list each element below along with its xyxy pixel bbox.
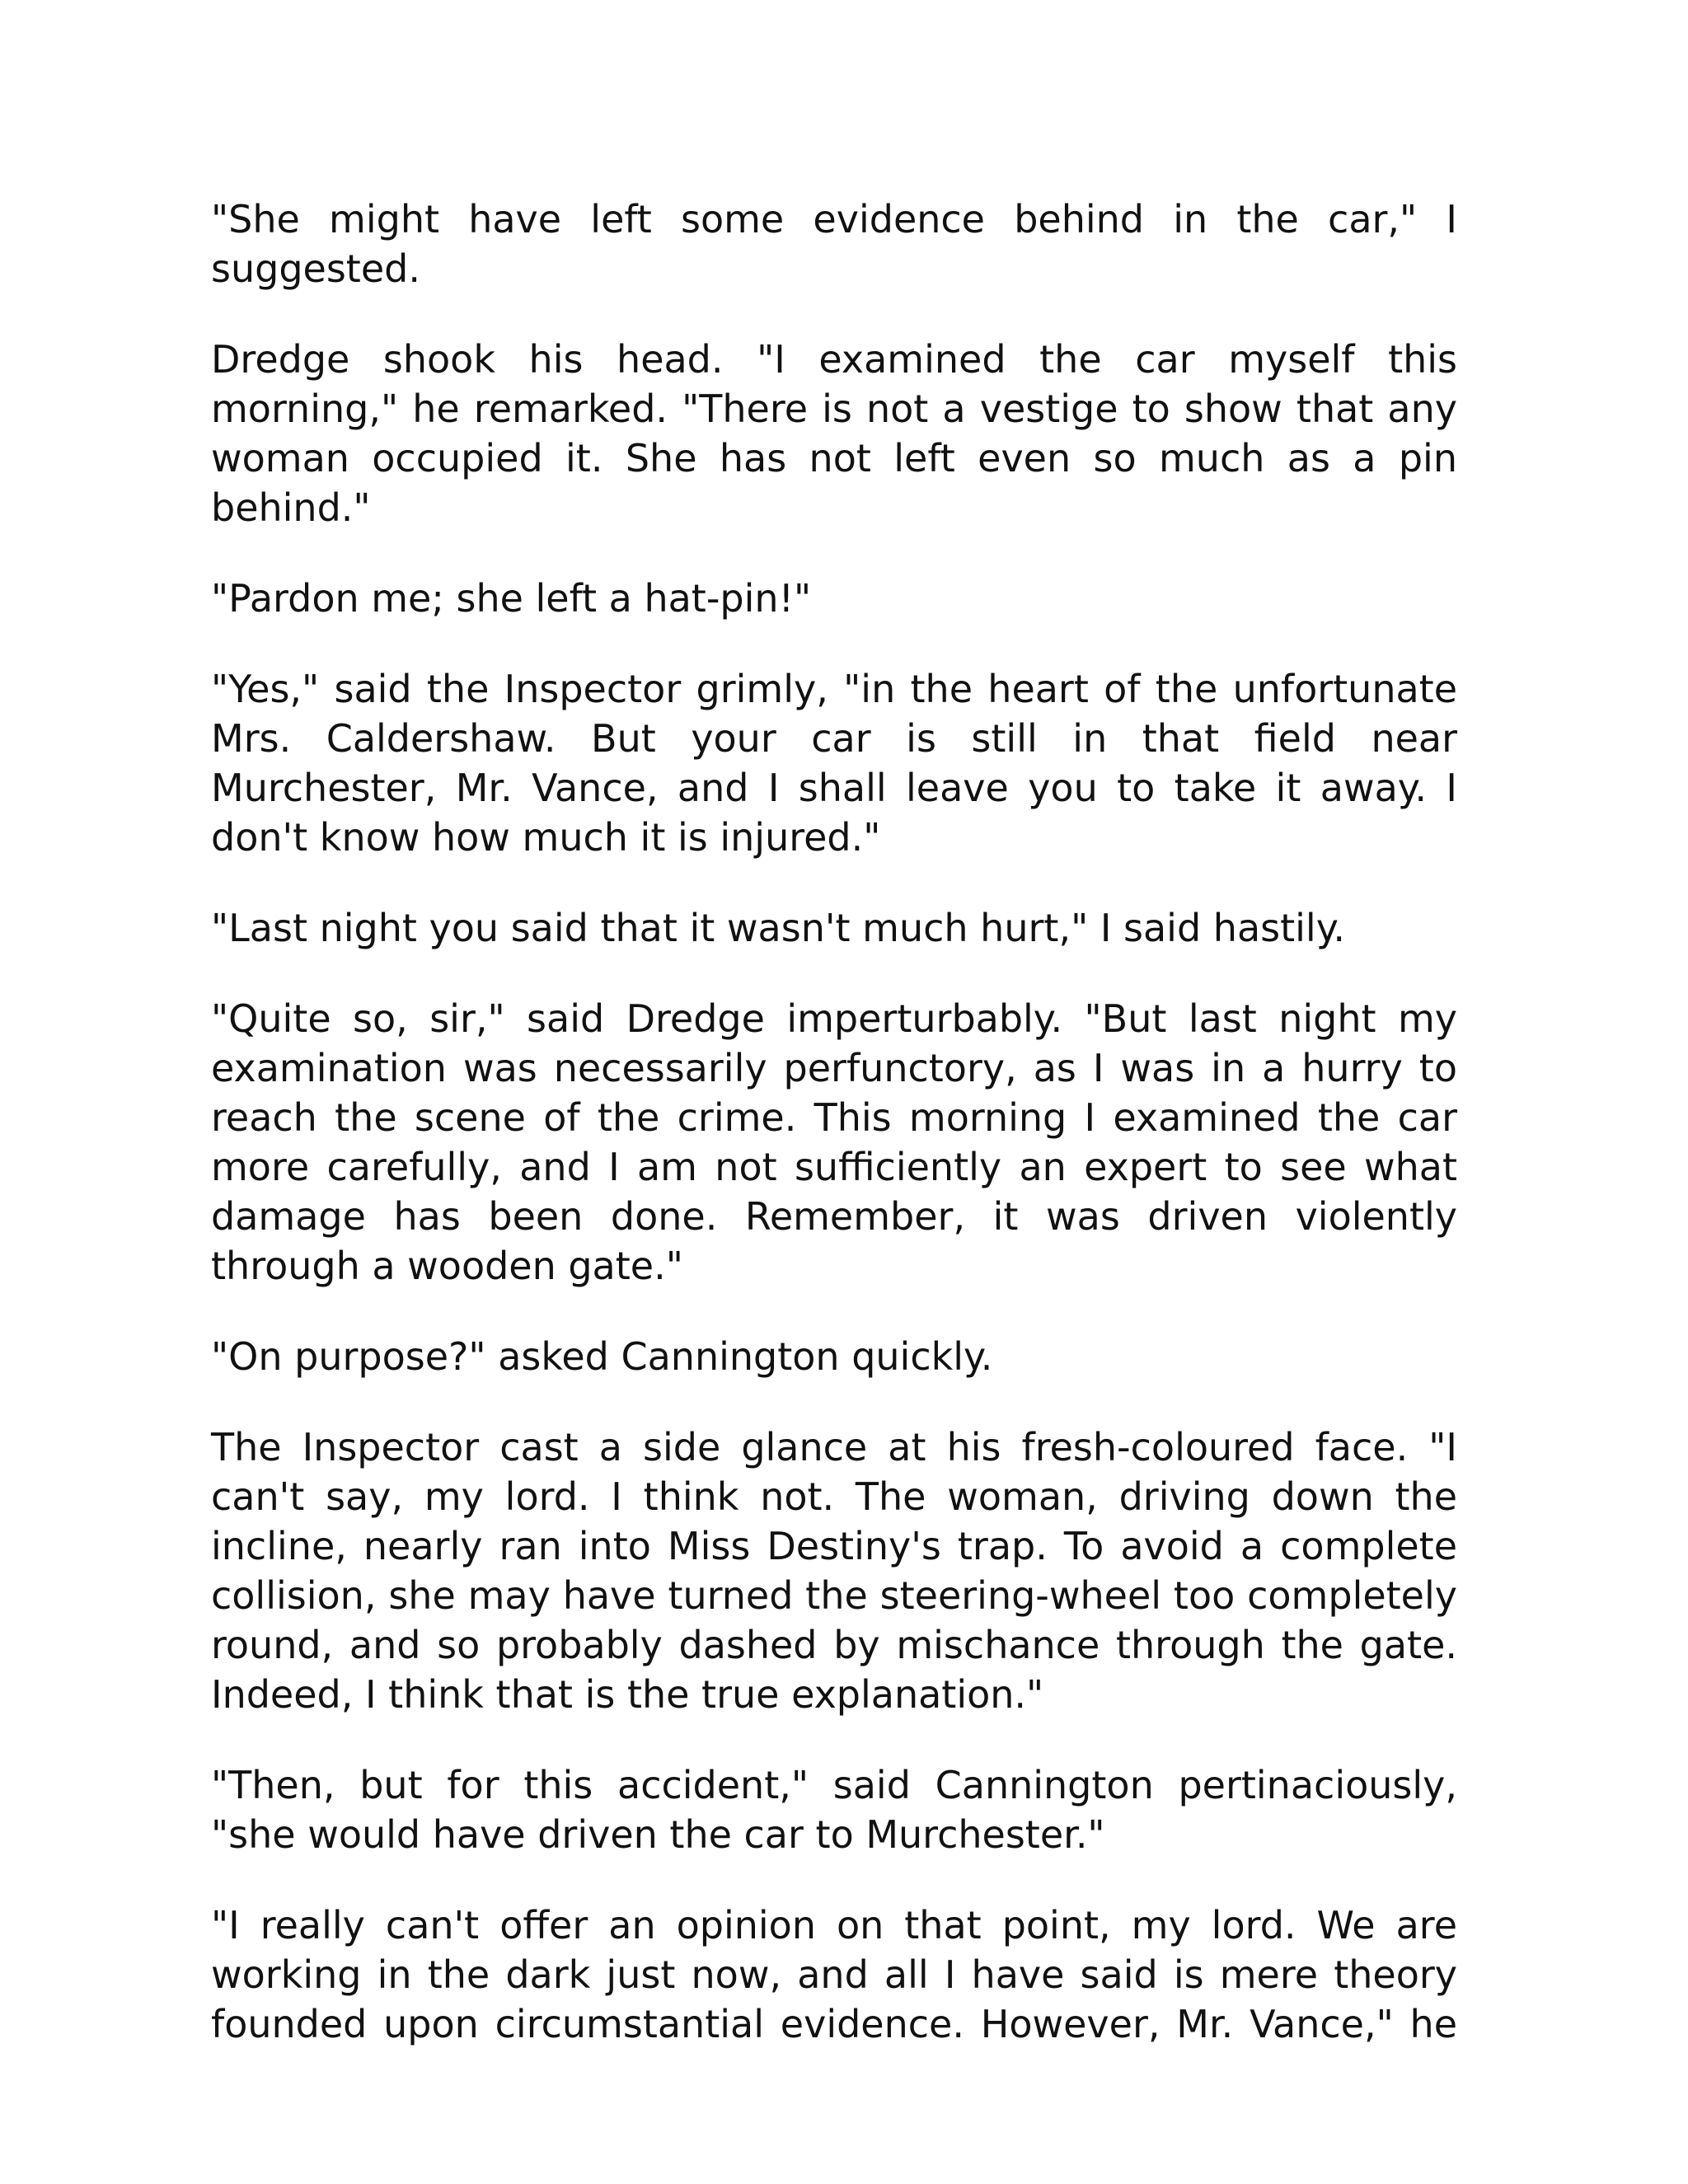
- paragraph-7: "On purpose?" asked Cannington quickly.: [211, 1334, 993, 1379]
- paragraph-6: "Quite so, sir," said Dredge imperturbably. "But last night my examination was necessarily perfunctory, as I was in a hurry to reach the scene of the crime. This morning I examined the car more carefully, and I am not sufficiently an expert to see what damage has been done. Remember, it was driven violently through a wooden gate.": [211, 996, 1457, 1288]
- paragraph-3: "Pardon me; she left a hat-pin!": [211, 576, 812, 621]
- paragraph-8: The Inspector cast a side glance at his fresh-coloured face. "I can't say, my lord. I think not. The woman, driving down the incline, nearly ran into Miss Destiny's trap. To avoid a complete collision, she may have turned the steering-wheel too completely round, and so probably dashed by mischance through the gate. Indeed, I think that is the true explanation.": [211, 1425, 1457, 1717]
- paragraph-1: "She might have left some evidence behind in the car," I suggested.: [211, 197, 1457, 291]
- paragraph-2: Dredge shook his head. "I examined the car myself this morning," he remarked. "There is not a vestige to show that any woman occupied it. She has not left even so much as a pin behind.": [211, 337, 1457, 530]
- paragraph-10: "I really can't offer an opinion on that point, my lord. We are working in the dark just now, and all I have said is mere theory founded upon circumstantial evidence. However, Mr. Vance," he: [211, 1903, 1457, 2046]
- document-page: [211, 194, 1457, 2090]
- paragraph-4: "Yes," said the Inspector grimly, "in the heart of the unfortunate Mrs. Caldershaw. But your car is still in that field near Murchester, Mr. Vance, and I shall leave you to take it away. I don't know how much it is injured.": [211, 667, 1457, 860]
- paragraph-9: "Then, but for this accident," said Cannington pertinaciously, "she would have driven the car to Murchester.": [211, 1763, 1457, 1857]
- paragraph-5: "Last night you said that it wasn't much hurt," I said hastily.: [211, 906, 1345, 950]
